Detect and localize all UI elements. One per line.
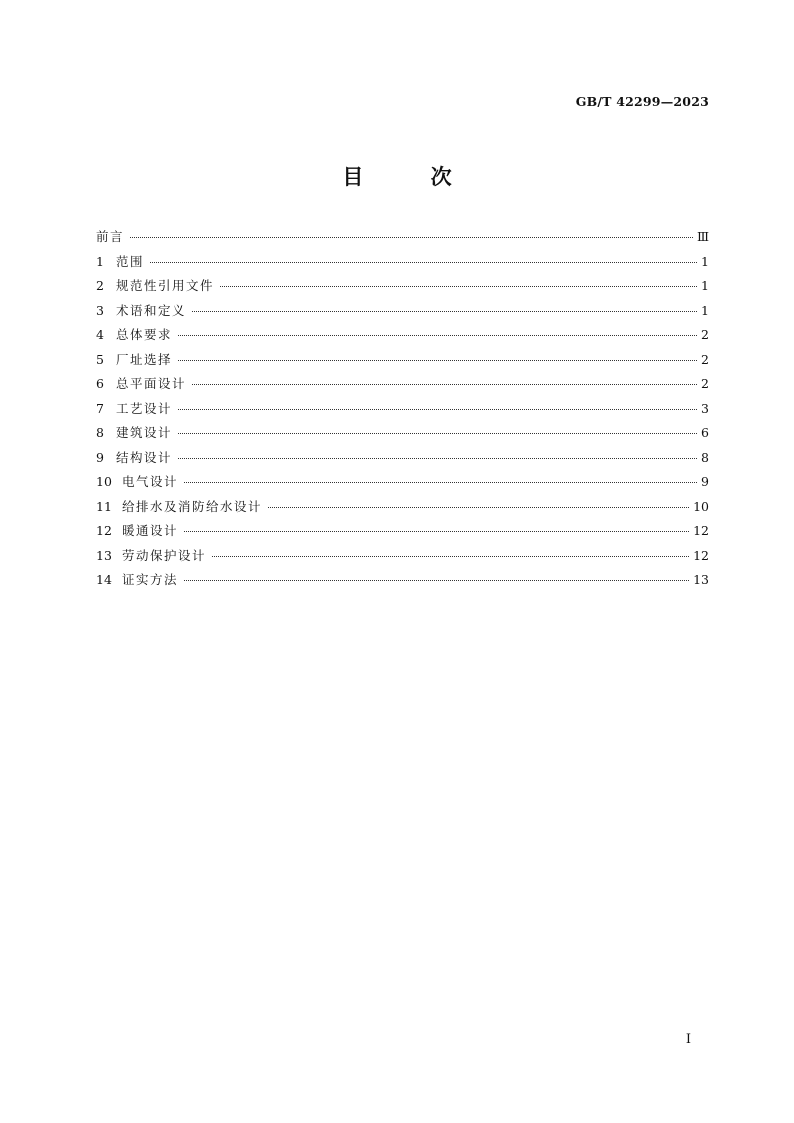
- toc-entry-title: 总平面设计: [116, 376, 187, 391]
- toc-dot-leader: [192, 383, 697, 385]
- toc-entry-2[interactable]: [96, 274, 709, 299]
- toc-entry-title: 劳动保护设计: [122, 547, 207, 563]
- toc-dot-leader: [178, 334, 697, 336]
- toc-entry-10[interactable]: [96, 470, 709, 495]
- toc-entry-title: 暖通设计: [122, 523, 179, 538]
- toc-entry-13[interactable]: [96, 544, 709, 569]
- toc-entry-page: 8: [701, 449, 709, 465]
- toc-dot-leader: [192, 310, 697, 312]
- toc-dot-leader: [178, 432, 697, 434]
- toc-entry-number: 11: [96, 498, 112, 514]
- toc-entry-title: 规范性引用文件: [116, 278, 215, 293]
- toc-entry-5[interactable]: [96, 348, 709, 373]
- toc-entry-8[interactable]: [96, 421, 709, 446]
- toc-entry-number: 14: [96, 572, 112, 587]
- toc-entry-number: 3: [96, 302, 104, 318]
- toc-entry-14[interactable]: [96, 568, 709, 593]
- toc-entry-number: 10: [96, 474, 112, 489]
- page-number: I: [685, 1032, 691, 1047]
- toc-entry-title: 范围: [116, 253, 145, 269]
- toc-entry-page: 6: [701, 425, 709, 440]
- toc-dot-leader: [220, 285, 697, 287]
- toc-entry-title: 电气设计: [122, 474, 179, 489]
- toc-entry-page: 13: [693, 572, 709, 587]
- table-of-contents: [96, 225, 709, 593]
- toc-entry-1[interactable]: [96, 250, 709, 275]
- toc-dot-leader: [178, 408, 697, 410]
- toc-dot-leader: [178, 359, 697, 361]
- toc-entry-3[interactable]: [96, 299, 709, 324]
- toc-entry-title: 总体要求: [116, 327, 173, 342]
- toc-entry-number: 1: [96, 253, 104, 269]
- toc-entry-title: 建筑设计: [116, 425, 173, 440]
- toc-entry-number: 8: [96, 425, 104, 440]
- toc-entry-4[interactable]: [96, 323, 709, 348]
- toc-entry-title: 结构设计: [116, 449, 173, 465]
- toc-dot-leader: [150, 261, 697, 263]
- standard-code: GB/T 42299—2023: [575, 94, 709, 109]
- toc-entry-number: 13: [96, 547, 112, 563]
- toc-entry-page: 2: [701, 327, 709, 342]
- toc-dot-leader: [268, 506, 689, 508]
- toc-dot-leader: [130, 236, 693, 238]
- toc-entry-number: 7: [96, 400, 104, 416]
- toc-entry-page: 2: [701, 376, 709, 391]
- toc-entry-title: 工艺设计: [116, 400, 173, 416]
- toc-entry-page: 3: [701, 400, 709, 416]
- toc-entry-title: 前言: [96, 229, 125, 244]
- toc-entry-number: 4: [96, 327, 104, 342]
- toc-dot-leader: [212, 555, 689, 557]
- toc-entry-page: 12: [693, 523, 709, 538]
- toc-entry-number: 9: [96, 449, 104, 465]
- page-title: 目 次: [342, 165, 482, 189]
- toc-entry-7[interactable]: [96, 397, 709, 422]
- toc-entry-9[interactable]: [96, 446, 709, 471]
- toc-entry-number: 5: [96, 351, 104, 367]
- toc-entry-page: Ⅲ: [696, 229, 709, 244]
- toc-entry-page: 1: [701, 278, 709, 293]
- toc-dot-leader: [178, 457, 697, 459]
- toc-entry-page: 10: [693, 498, 709, 514]
- toc-entry-title: 证实方法: [122, 572, 179, 587]
- toc-entry-6[interactable]: [96, 372, 709, 397]
- toc-entry-page: 1: [701, 253, 709, 269]
- toc-entry-page: 2: [701, 351, 709, 367]
- toc-dot-leader: [184, 481, 697, 483]
- toc-entry-page: 12: [693, 547, 709, 563]
- toc-entry-title: 术语和定义: [116, 302, 187, 318]
- toc-entry-title: 给排水及消防给水设计: [122, 498, 263, 514]
- toc-entry-page: 9: [701, 474, 709, 489]
- toc-entry-number: 12: [96, 523, 112, 538]
- toc-entry-11[interactable]: [96, 495, 709, 520]
- toc-dot-leader: [184, 530, 689, 532]
- toc-entry-12[interactable]: [96, 519, 709, 544]
- toc-entry-title: 厂址选择: [116, 351, 173, 367]
- toc-entry-number: 6: [96, 376, 104, 391]
- toc-entry-page: 1: [701, 302, 709, 318]
- toc-dot-leader: [184, 579, 689, 581]
- toc-entry-number: 2: [96, 278, 104, 293]
- toc-entry-foreword[interactable]: [96, 225, 709, 250]
